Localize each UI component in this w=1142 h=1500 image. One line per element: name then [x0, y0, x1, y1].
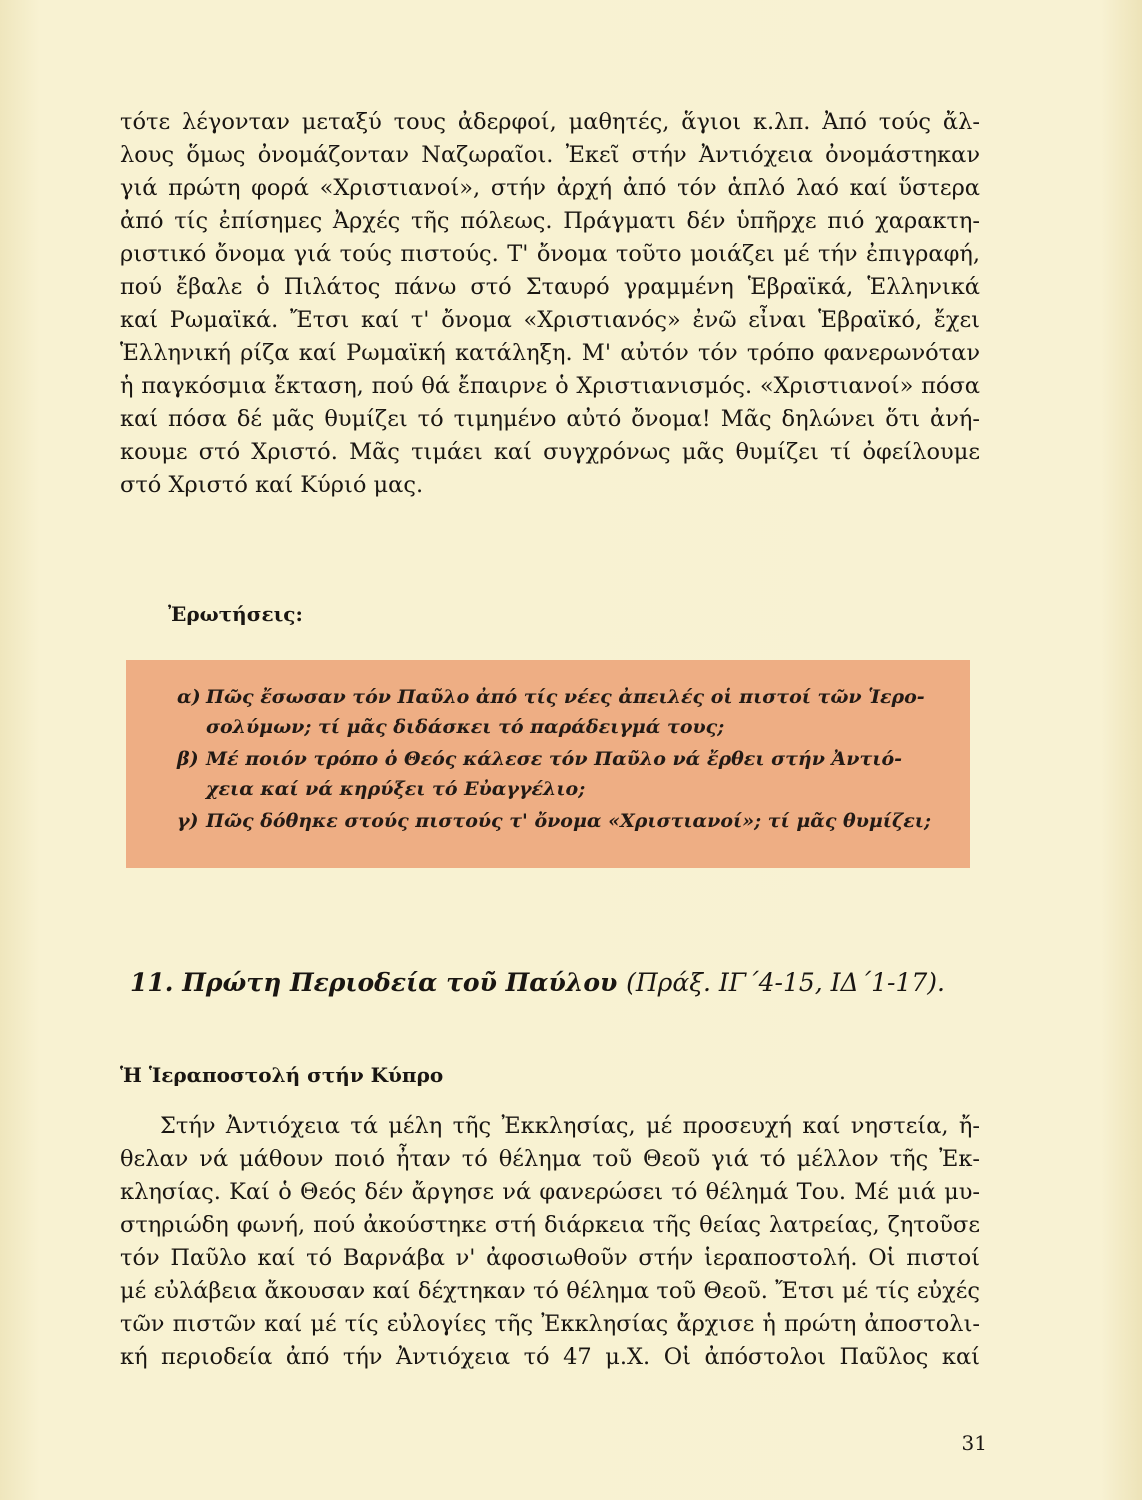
text-line: λους ὅμως ὀνομάζονταν Ναζωραῖοι. Ἐκεῖ στήν Ἀντιόχεια ὀνομάστηκαν [120, 142, 980, 168]
text-line: καί Ρωμαϊκά. Ἔτσι καί τ' ὄνομα «Χριστιανός» ἐνῶ εἶναι Ἑβραϊκό, ἔχει [120, 307, 980, 333]
question-line: σολύμων; τί μᾶς διδάσκει τό παράδειγμά τους; [206, 716, 725, 738]
text-line: κλησίας. Καί ὁ Θεός δέν ἄργησε νά φανερώσει τό θέλημά Του. Μέ μιά μυ- [120, 1179, 980, 1205]
text-line: θελαν νά μάθουν ποιό ἦταν τό θέλημα τοῦ Θεοῦ γιά τό μέλλον τῆς Ἐκ- [120, 1146, 980, 1172]
question-b [177, 744, 903, 804]
question-line: Μέ ποιόν τρόπο ὁ Θεός κάλεσε τόν Παῦλο νά ἔρθει στήν Ἀντιό- [206, 748, 903, 770]
text-line: τότε λέγονταν μεταξύ τους ἀδερφοί, μαθητές, ἅγιοι κ.λπ. Ἀπό τούς ἄλ- [120, 109, 980, 135]
mission-paragraph [120, 1110, 980, 1374]
section-title [130, 968, 945, 997]
text-line: τόν Παῦλο καί τό Βαρνάβα ν' ἀφοσιωθοῦν στήν ἱεραποστολή. Οἱ πιστοί [120, 1245, 980, 1271]
text-line: κή περιοδεία ἀπό τήν Ἀντιόχεια τό 47 μ.Χ. Οἱ ἀπόστολοι Παῦλος καί [120, 1344, 980, 1370]
text-line: Ἑλληνική ρίζα καί Ρωμαϊκή κατάληξη. Μ' αὐτόν τόν τρόπο φανερωνόταν [120, 340, 980, 366]
text-line: στηριώδη φωνή, πού ἀκούστηκε στή διάρκεια τῆς θείας λατρείας, ζητοῦσε [120, 1212, 980, 1238]
section-reference: (Πράξ. ΙΓ΄4-15, ΙΔ΄1-17). [626, 968, 945, 997]
text-line: πού ἔβαλε ὁ Πιλάτος πάνω στό Σταυρό γραμμένη Ἑβραϊκά, Ἑλληνικά [120, 274, 980, 300]
text-line: μέ εὐλάβεια ἄκουσαν καί δέχτηκαν τό θέλημα τοῦ Θεοῦ. Ἔτσι μέ τίς εὐχές [120, 1278, 980, 1304]
questions-box [126, 660, 970, 868]
text-line: καί πόσα δέ μᾶς θυμίζει τό τιμημένο αὐτό ὄνομα! Μᾶς δηλώνει ὅτι ἀνή- [120, 406, 980, 432]
text-line: κουμε στό Χριστό. Μᾶς τιμάει καί συγχρόνως μᾶς θυμίζει τί ὀφείλουμε [120, 439, 980, 465]
text-line: ἀπό τίς ἐπίσημες Ἀρχές τῆς πόλεως. Πράγματι δέν ὑπῆρχε πιό χαρακτη- [120, 208, 980, 234]
question-c [177, 806, 931, 836]
question-line: χεια καί νά κηρύξει τό Εὐαγγέλιο; [206, 778, 586, 800]
section-title-text: 11. Πρώτη Περιοδεία τοῦ Παύλου [130, 968, 618, 997]
subsection-title: Ἡ Ἱεραποστολή στήν Κύπρο [120, 1063, 444, 1087]
text-line: ἡ παγκόσμια ἔκταση, πού θά ἔπαιρνε ὁ Χριστιανισμός. «Χριστιανοί» πόσα [120, 373, 980, 399]
page-number: 31 [961, 1431, 987, 1455]
questions-heading: Ἐρωτήσεις: [168, 602, 303, 626]
question-label: α) [177, 686, 201, 708]
question-a [177, 682, 925, 742]
text-line: γιά πρώτη φορά «Χριστιανοί», στήν ἀρχή ἀπό τόν ἁπλό λαό καί ὕστερα [120, 175, 980, 201]
text-line: τῶν πιστῶν καί μέ τίς εὐλογίες τῆς Ἐκκλησίας ἄρχισε ἡ πρώτη ἀποστολι- [120, 1311, 980, 1337]
text-line: ριστικό ὄνομα γιά τούς πιστούς. Τ' ὄνομα τοῦτο μοιάζει μέ τήν ἐπιγραφή, [120, 241, 980, 267]
question-line: Πῶς δόθηκε στούς πιστούς τ' ὄνομα «Χριστιανοί»; τί μᾶς θυμίζει; [206, 810, 931, 832]
question-label: γ) [177, 810, 199, 832]
text-line: Στήν Ἀντιόχεια τά μέλη τῆς Ἐκκλησίας, μέ προσευχή καί νηστεία, ἤ- [160, 1113, 980, 1139]
question-line: Πῶς ἔσωσαν τόν Παῦλο ἀπό τίς νέες ἀπειλές οἱ πιστοί τῶν Ἱερο- [206, 686, 925, 708]
intro-paragraph [120, 106, 980, 502]
text-line: στό Χριστό καί Κύριό μας. [120, 472, 424, 498]
question-label: β) [177, 748, 199, 770]
